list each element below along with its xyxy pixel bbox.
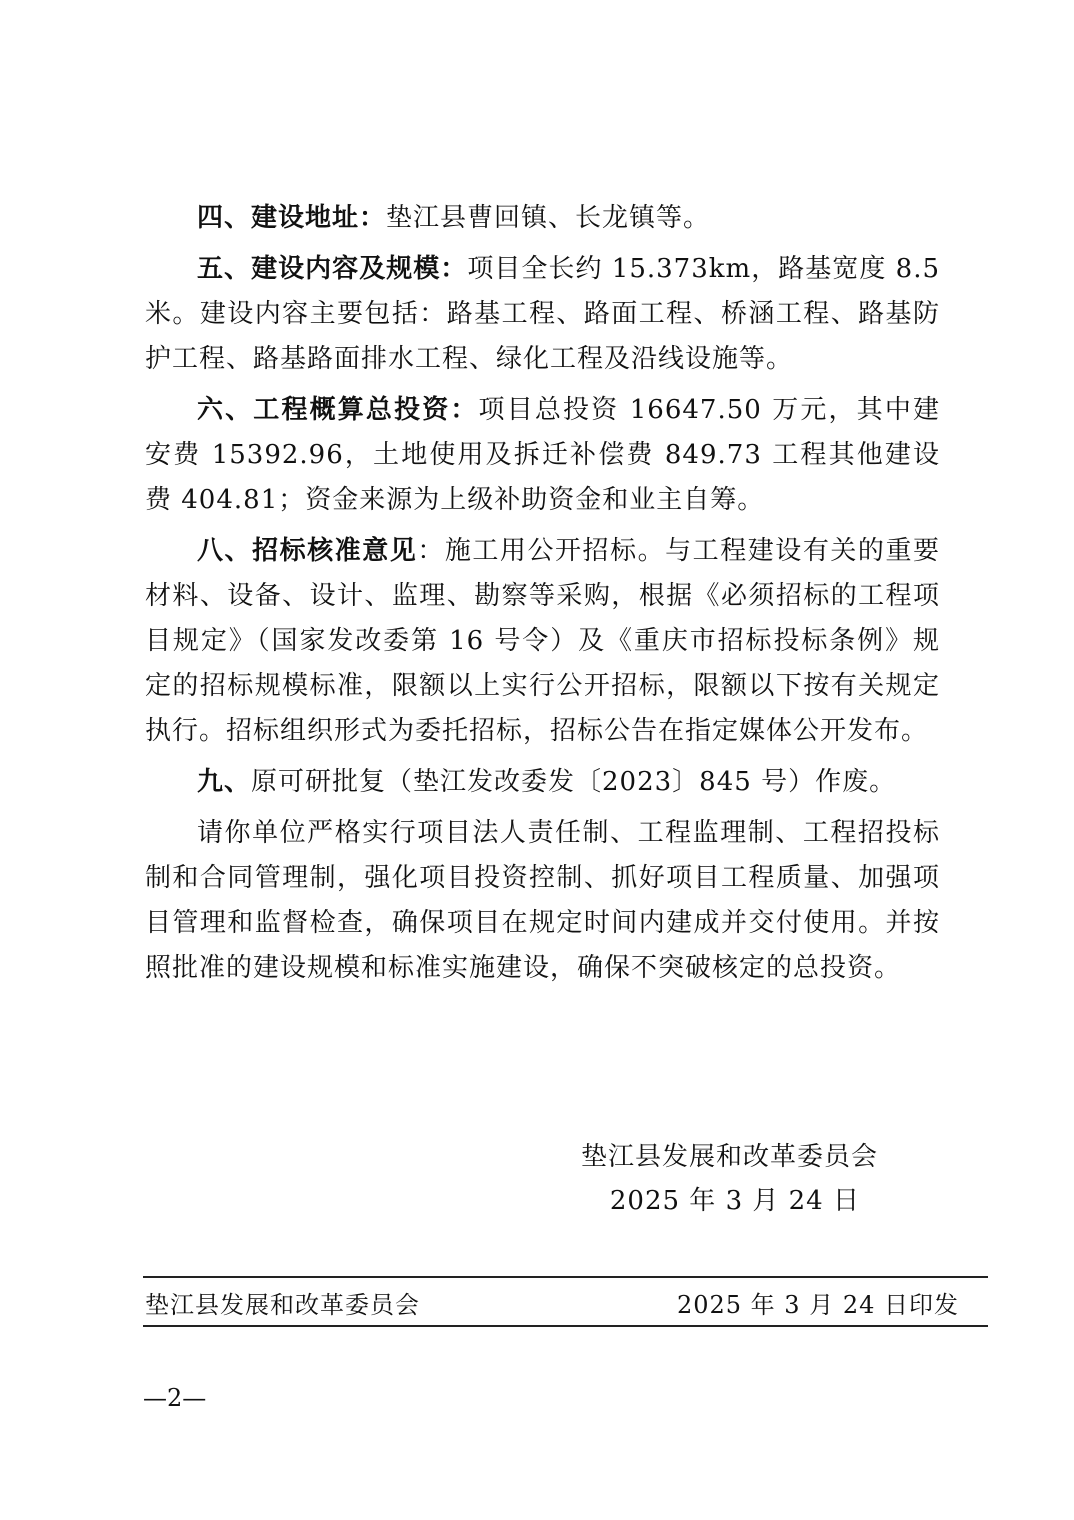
paragraph-lead: 五、建设内容及规模： — [197, 254, 468, 284]
footer-top-rule — [143, 1276, 988, 1278]
footer-bottom-rule — [143, 1325, 988, 1327]
paragraph-text: ：施工用公开招标。与工程建设有关的重要材料、设备、设计、监理、勘察等采购，根据《必须招标的工程项目规定》（国家发改委第 16 号令）及《重庆市招标投标条例》规定的招标规模标准，限额以上实行公开招标，限额以下按有关规定执行。招标组织形式为委托招标，招标公告在指定媒体公开发布。 — [145, 536, 940, 746]
paragraph-text: 请你单位严格实行项目法人责任制、工程监理制、工程招投标制和合同管理制，强化项目投资控制、抓好项目工程质量、加强项目管理和监督检查，确保项目在规定时间内建成并交付使用。并按照批准的建设规模和标准实施建设，确保不突破核定的总投资。 — [145, 818, 940, 983]
paragraph-lead: 四、建设地址： — [197, 203, 387, 233]
paragraph-text: 项目总投资 16647.50 万元，其中建安费 15392.96，土地使用及拆迁补偿费 849.73 工程其他建设费 404.81；资金来源为上级补助资金和业主自筹。 — [145, 395, 940, 515]
signature-organization: 垫江县发展和改革委员会 — [580, 1142, 878, 1172]
footer-issuer: 垫江县发展和改革委员会 — [145, 1291, 420, 1319]
paragraph-construction-scope — [145, 247, 940, 382]
paragraph-text: 项目全长约 15.373km，路基宽度 8.5 米。建设内容主要包括：路基工程、路面工程、桥涵工程、路基防护工程、路基路面排水工程、绿化工程及沿线设施等。 — [145, 254, 940, 374]
paragraph-lead: 九、 — [197, 767, 252, 797]
document-body — [145, 196, 940, 997]
paragraph-bidding-opinion — [145, 529, 940, 754]
signature-date: 2025 年 3 月 24 日 — [609, 1186, 860, 1216]
paragraph-total-investment — [145, 388, 940, 523]
paragraph-construction-address — [145, 196, 940, 241]
page-number: —2— — [143, 1384, 207, 1412]
paragraph-void-approval — [145, 760, 940, 805]
paragraph-lead: 八、招标核准意见 — [197, 536, 418, 566]
paragraph-text: 垫江县曹回镇、长龙镇等。 — [386, 203, 711, 233]
signature-block — [581, 1135, 878, 1223]
paragraph-requirements — [145, 811, 940, 991]
footer-print-date: 2025 年 3 月 24 日印发 — [676, 1291, 959, 1319]
paragraph-lead: 六、工程概算总投资： — [197, 395, 479, 425]
paragraph-text: 原可研批复（垫江发改委发〔2023〕845 号）作废。 — [251, 767, 897, 797]
